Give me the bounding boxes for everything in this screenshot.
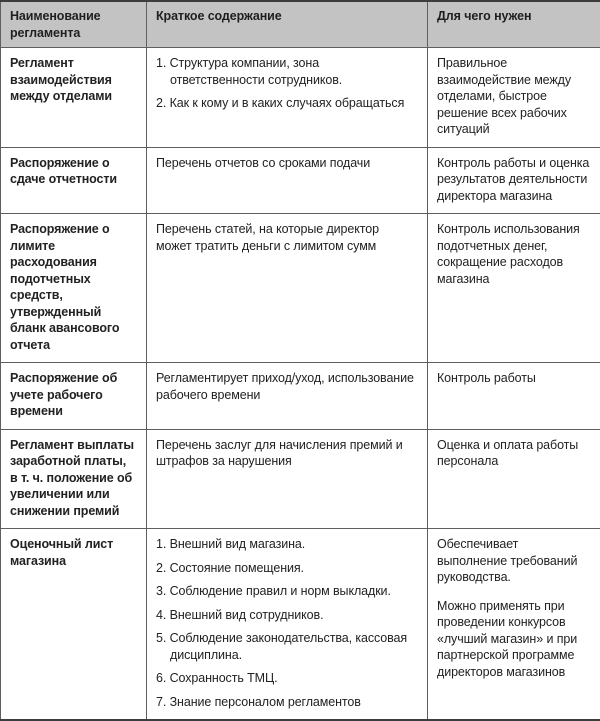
- summary-text: Перечень заслуг для начисления премий и штрафов за нарушения: [156, 437, 417, 470]
- purpose-text: Оценка и оплата работы персонала: [437, 437, 590, 470]
- summary-list-item: 4. Внешний вид сотрудников.: [156, 607, 417, 624]
- column-header-summary: Краткое содержание: [147, 1, 428, 48]
- table-row: [1, 48, 600, 148]
- cell-regulation-name: [1, 429, 147, 529]
- summary-list-item: 2. Как к кому и в каких случаях обращаться: [156, 95, 417, 112]
- cell-regulation-name: [1, 363, 147, 430]
- regulation-name: Распоряжение об учете рабочего времени: [10, 370, 136, 420]
- purpose-text: Контроль работы: [437, 370, 590, 387]
- purpose-text: Правильное взаимодействие между отделами, быстрое решение всех рабочих ситуаций: [437, 55, 590, 138]
- column-header-purpose: Для чего нужен: [428, 1, 600, 48]
- summary-list-item: 5. Соблюдение законодательства, кассовая дисциплина.: [156, 630, 417, 663]
- cell-summary: [147, 48, 428, 148]
- regulation-name: Оценочный лист магазина: [10, 536, 136, 569]
- cell-summary: [147, 147, 428, 214]
- purpose-text: Контроль работы и оценка результатов деятельности директора магазина: [437, 155, 590, 205]
- regulation-name: Регламент взаимодействия между отделами: [10, 55, 136, 105]
- table-row: [1, 363, 600, 430]
- cell-summary: [147, 429, 428, 529]
- cell-purpose: [428, 363, 600, 430]
- table-row: [1, 214, 600, 363]
- cell-purpose: [428, 429, 600, 529]
- cell-regulation-name: [1, 214, 147, 363]
- summary-list-item: 2. Состояние помещения.: [156, 560, 417, 577]
- purpose-text: Можно применять при проведении конкурсов «лучший магазин» и при партнерской программе директоров магазинов: [437, 598, 590, 681]
- table-header: [1, 1, 600, 48]
- summary-list-item: 7. Знание персоналом регламентов: [156, 694, 417, 711]
- regulation-name: Распоряжение о сдаче отчетности: [10, 155, 136, 188]
- purpose-text: Обеспечивает выполнение требований руководства.: [437, 536, 590, 586]
- summary-text: Регламентирует приход/уход, использование рабочего времени: [156, 370, 417, 403]
- cell-regulation-name: [1, 147, 147, 214]
- cell-summary: [147, 363, 428, 430]
- summary-text: Перечень отчетов со сроками подачи: [156, 155, 417, 172]
- table-row: [1, 529, 600, 721]
- column-header-regulation-name: Наименование регламента: [1, 1, 147, 48]
- cell-purpose: [428, 147, 600, 214]
- cell-regulation-name: [1, 48, 147, 148]
- cell-purpose: [428, 529, 600, 721]
- summary-text: Перечень статей, на которые директор может тратить деньги с лимитом сумм: [156, 221, 417, 254]
- regulation-name: Распоряжение о лимите расходования подотчетных средств, утвержденный бланк авансового отчета: [10, 221, 136, 353]
- table-body: [1, 48, 600, 721]
- summary-list-item: 3. Соблюдение правил и норм выкладки.: [156, 583, 417, 600]
- summary-list-item: 1. Внешний вид магазина.: [156, 536, 417, 553]
- purpose-text: Контроль использования подотчетных денег, сокращение расходов магазина: [437, 221, 590, 287]
- table-row: [1, 429, 600, 529]
- header-row: [1, 1, 600, 48]
- cell-purpose: [428, 48, 600, 148]
- cell-purpose: [428, 214, 600, 363]
- cell-summary: [147, 214, 428, 363]
- cell-regulation-name: [1, 529, 147, 721]
- summary-list-item: 1. Структура компании, зона ответственности сотрудников.: [156, 55, 417, 88]
- summary-list-item: 6. Сохранность ТМЦ.: [156, 670, 417, 687]
- regulation-name: Регламент выплаты заработной платы, в т. ч. положение об увеличении или снижении премий: [10, 437, 136, 520]
- table-row: [1, 147, 600, 214]
- cell-summary: [147, 529, 428, 721]
